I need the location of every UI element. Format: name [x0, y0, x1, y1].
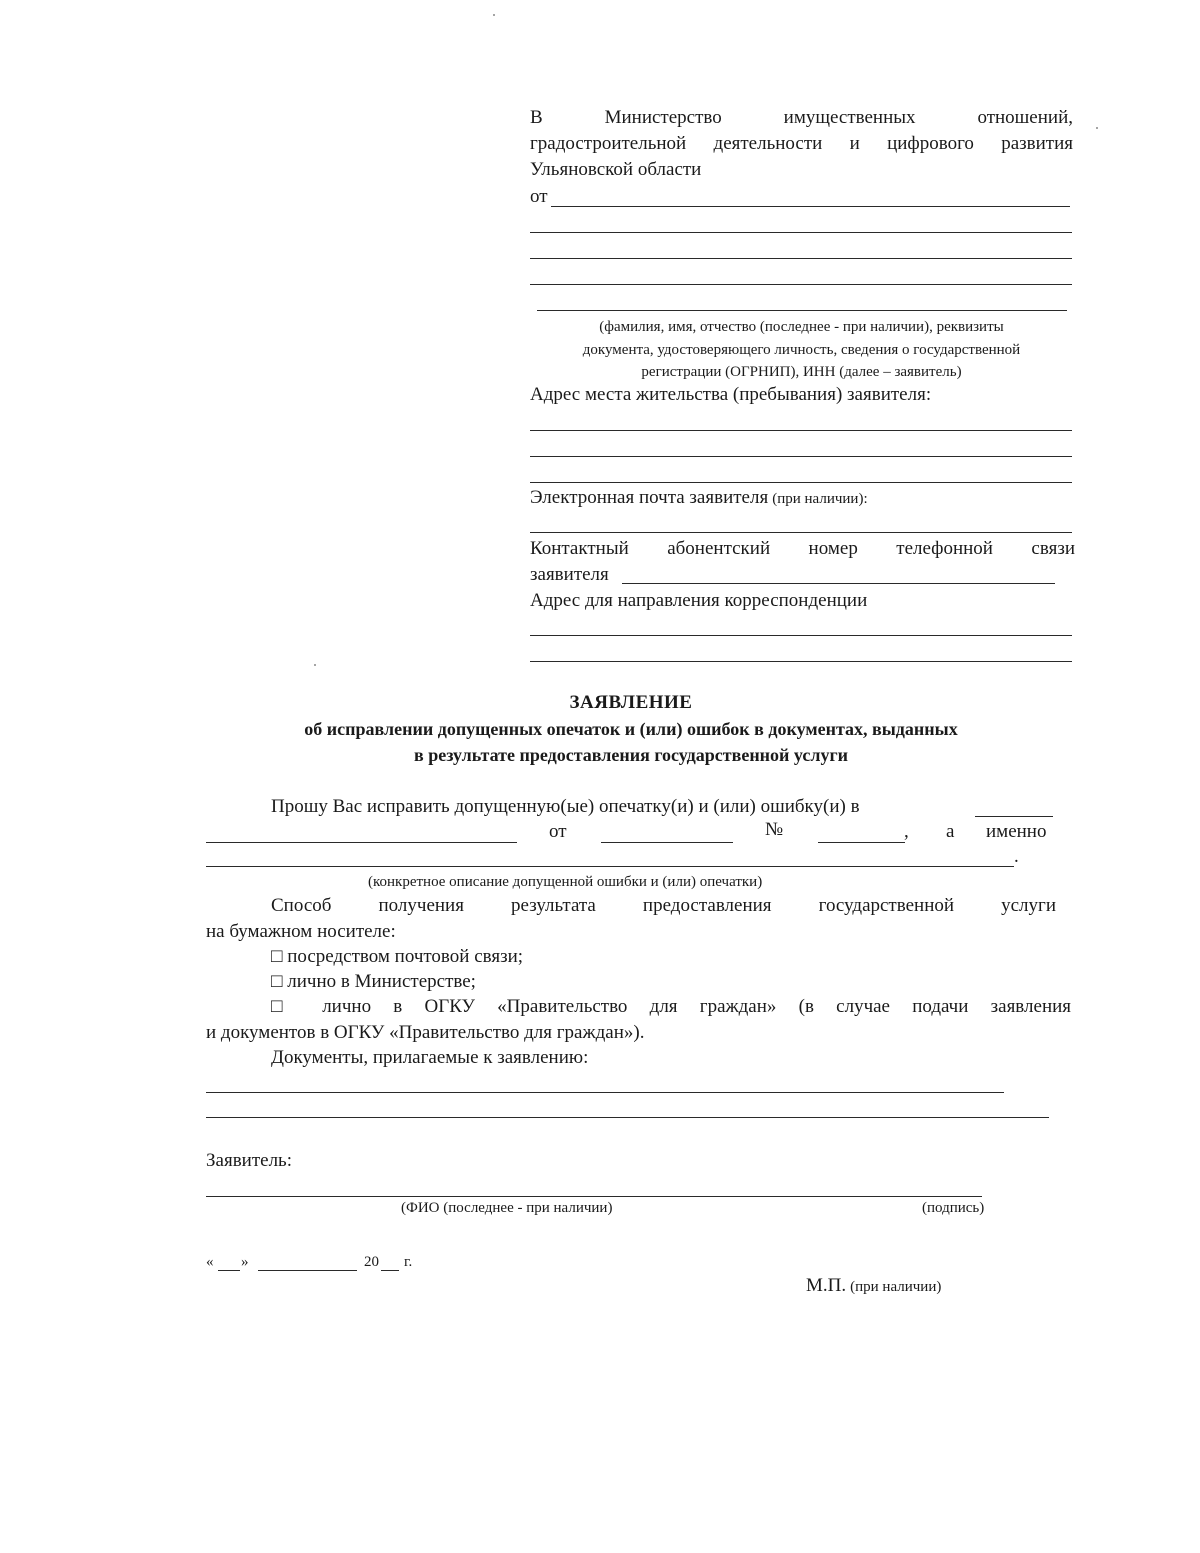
namely-a: а — [946, 821, 955, 842]
document-subtitle-line-2: в результате предоставления государственной услуги — [413, 745, 849, 765]
phone-label-line-1: Контактный абонентский номер телефонной связи — [530, 538, 1075, 559]
from-field-line[interactable] — [551, 206, 1070, 207]
attachments-field-line[interactable] — [206, 1117, 1049, 1118]
recipient-line-3: Ульяновской области — [530, 159, 702, 180]
address-label: Адрес места жительства (пребывания) заявителя: — [530, 384, 932, 405]
number-comma: , — [904, 821, 909, 842]
error-description-period: . — [1014, 846, 1019, 867]
namely-word: именно — [986, 821, 1047, 842]
correspondence-field-line[interactable] — [530, 661, 1072, 662]
number-sign: № — [765, 819, 784, 840]
address-field-line[interactable] — [530, 456, 1072, 457]
document-date-field-line[interactable] — [601, 842, 733, 843]
email-note: (при наличии): — [772, 491, 868, 507]
correspondence-field-line[interactable] — [530, 635, 1072, 636]
from-date-word: от — [549, 821, 567, 842]
method-line-1: Способ получения результата предоставления государственной услуги — [271, 895, 1056, 916]
applicant-field-line[interactable] — [530, 284, 1072, 285]
checkbox-icon[interactable]: □ — [271, 946, 283, 967]
email-label: Электронная почта заявителя — [530, 487, 769, 508]
error-description-field-line[interactable] — [206, 866, 1014, 867]
applicant-caption-line-2: документа, удостоверяющего личность, сведения о государственной — [582, 342, 1021, 358]
stamp-note: (при наличии) — [850, 1279, 942, 1295]
date-open-quote: « — [206, 1254, 214, 1270]
date-day-field-line[interactable] — [218, 1270, 240, 1271]
request-text: Прошу Вас исправить допущенную(ые) опечатку(и) и (или) ошибку(и) в — [271, 796, 860, 817]
phone-label-line-2: заявителя — [530, 564, 609, 585]
recipient-line-1: В Министерство имущественных отношений, — [530, 107, 1073, 128]
checkbox-icon[interactable]: □ — [271, 996, 300, 1017]
document-subtitle-line-1: об исправлении допущенных опечаток и (или) ошибок в документах, выданных — [304, 719, 958, 739]
document-title: ЗАЯВЛЕНИЕ — [569, 692, 693, 713]
document-name-field-line[interactable] — [206, 842, 517, 843]
email-field-line[interactable] — [530, 532, 1072, 533]
option-ministry-label: лично в Министерстве; — [287, 971, 476, 992]
signature-caption: (подпись) — [922, 1200, 985, 1216]
date-year-field-line[interactable] — [381, 1270, 399, 1271]
address-field-line[interactable] — [530, 482, 1072, 483]
fio-caption: (ФИО (последнее - при наличии) — [401, 1200, 613, 1216]
option-ogku-line-2: и документов в ОГКУ «Правительство для граждан»). — [206, 1022, 645, 1043]
date-month-field-line[interactable] — [258, 1270, 357, 1271]
date-close-quote: » — [241, 1254, 249, 1270]
stamp-row — [806, 1275, 941, 1298]
method-line-2: на бумажном носителе: — [206, 921, 396, 942]
attachments-field-line[interactable] — [206, 1092, 1004, 1093]
checkbox-icon[interactable]: □ — [271, 971, 283, 992]
applicant-field-line[interactable] — [530, 258, 1072, 259]
scan-speck — [1096, 127, 1098, 129]
option-post-label: посредством почтовой связи; — [287, 946, 524, 967]
option-ogku-label: лично в ОГКУ «Правительство для граждан» (в случае подачи заявления — [322, 996, 1072, 1017]
option-ogku-row[interactable] — [271, 996, 1071, 1019]
option-post-row[interactable] — [271, 946, 523, 969]
from-label: от — [530, 186, 548, 207]
stamp-label: М.П. — [806, 1275, 847, 1296]
applicant-label: Заявитель: — [206, 1150, 292, 1171]
applicant-signature-field-line[interactable] — [206, 1196, 982, 1197]
recipient-line-2: градостроительной деятельности и цифрового развития — [530, 133, 1073, 154]
phone-field-line[interactable] — [622, 583, 1055, 584]
error-caption: (конкретное описание допущенной ошибки и (или) опечатки) — [368, 874, 763, 890]
attachments-label: Документы, прилагаемые к заявлению: — [271, 1047, 589, 1068]
applicant-caption-line-1: (фамилия, имя, отчество (последнее - при наличии), реквизиты — [599, 319, 1004, 335]
email-label-row — [530, 487, 868, 510]
scan-speck — [314, 664, 316, 666]
option-ministry-row[interactable] — [271, 971, 476, 994]
document-number-field-line[interactable] — [818, 842, 905, 843]
date-year-suffix: г. — [404, 1254, 413, 1270]
correspondence-label: Адрес для направления корреспонденции — [530, 590, 868, 611]
address-field-line[interactable] — [530, 430, 1072, 431]
applicant-field-line[interactable] — [537, 310, 1067, 311]
document-name-field-line[interactable] — [975, 816, 1053, 817]
scan-speck — [493, 14, 495, 16]
applicant-caption-line-3: регистрации (ОГРНИП), ИНН (далее – заявитель) — [641, 364, 962, 380]
applicant-field-line[interactable] — [530, 232, 1072, 233]
date-year-prefix: 20 — [364, 1254, 379, 1270]
